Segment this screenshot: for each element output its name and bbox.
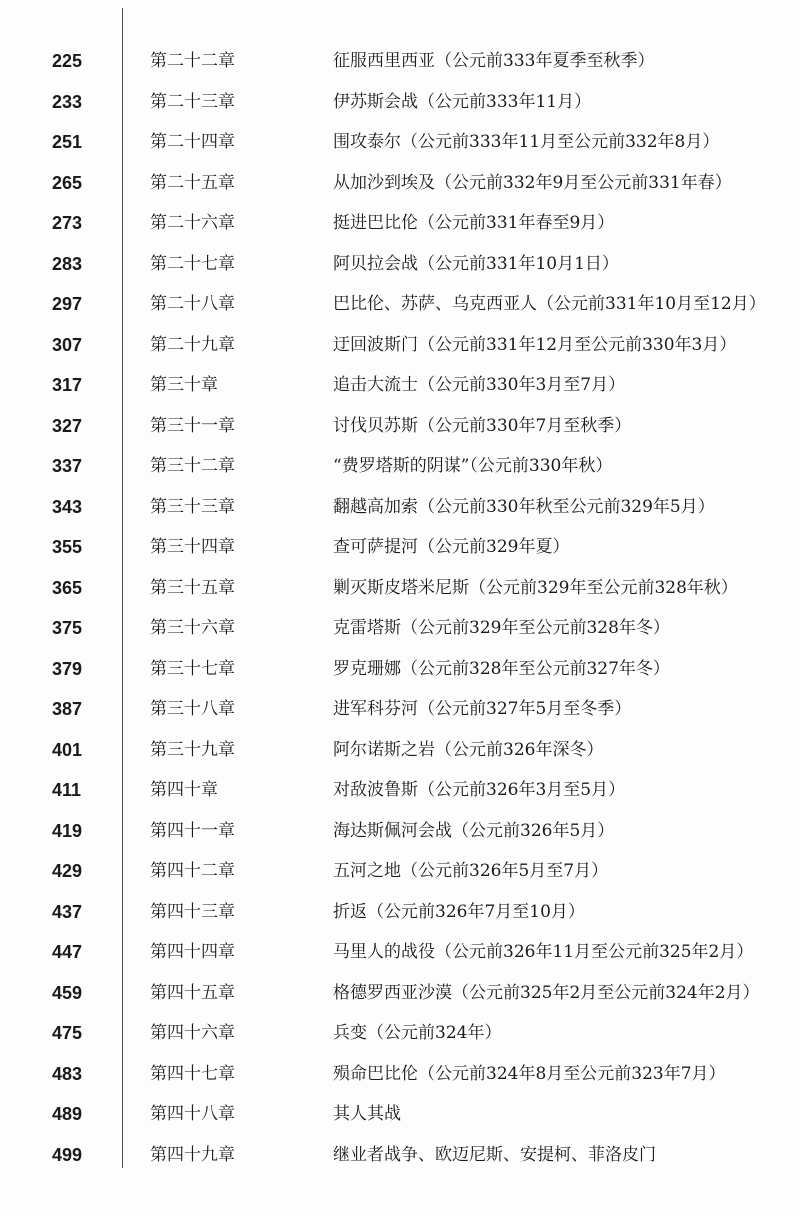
toc-entry xyxy=(0,365,800,406)
toc-chapter-title: 讨伐贝苏斯（公元前330年7月至秋季） xyxy=(333,415,632,436)
toc-chapter-label: 第四十章 xyxy=(150,780,218,800)
toc-chapter-label: 第三十八章 xyxy=(150,699,235,719)
toc-chapter-label: 第二十五章 xyxy=(150,172,235,193)
toc-page-number: 387 xyxy=(52,699,83,719)
toc-chapter-label: 第二十四章 xyxy=(150,132,235,152)
toc-page-number: 283 xyxy=(52,253,83,274)
toc-page-number: 273 xyxy=(52,213,83,233)
toc-entry xyxy=(0,82,800,123)
toc-page-number: 251 xyxy=(52,132,83,152)
toc-entry xyxy=(0,163,800,204)
toc-page-number: 475 xyxy=(52,1023,83,1043)
toc-entry xyxy=(0,1013,800,1054)
toc-chapter-title: 五河之地（公元前326年5月至7月） xyxy=(333,861,609,881)
toc-page-number: 459 xyxy=(52,982,83,1003)
toc-chapter-label: 第二十八章 xyxy=(150,294,235,314)
toc-page-number: 489 xyxy=(52,1104,83,1124)
toc-chapter-title: 海达斯佩河会战（公元前326年5月） xyxy=(333,820,615,841)
toc-chapter-label: 第三十五章 xyxy=(150,577,235,598)
toc-entry xyxy=(0,689,800,730)
toc-entry xyxy=(0,892,800,933)
toc-page-number: 355 xyxy=(52,537,83,557)
toc-page-number: 365 xyxy=(52,577,83,598)
toc-chapter-label: 第四十九章 xyxy=(150,1144,235,1165)
toc-entry xyxy=(0,487,800,528)
toc-page-number: 401 xyxy=(52,739,83,760)
toc-chapter-label: 第三十七章 xyxy=(150,658,235,679)
toc-chapter-title: 克雷塔斯（公元前329年至公元前328年冬） xyxy=(333,618,670,638)
toc-page-number: 411 xyxy=(52,780,82,800)
toc-page-number: 233 xyxy=(52,91,83,112)
toc-entry xyxy=(0,568,800,609)
toc-chapter-title: 殒命巴比伦（公元前324年8月至公元前323年7月） xyxy=(333,1063,726,1084)
toc-chapter-label: 第二十二章 xyxy=(150,51,235,71)
toc-entry xyxy=(0,851,800,892)
toc-chapter-title: 对敌波鲁斯（公元前326年3月至5月） xyxy=(333,780,626,800)
toc-chapter-label: 第三十六章 xyxy=(150,618,235,638)
toc-entry xyxy=(0,811,800,852)
toc-chapter-label: 第三十九章 xyxy=(150,739,235,760)
toc-chapter-label: 第三十章 xyxy=(150,375,218,395)
toc-chapter-title: 迂回波斯门（公元前331年12月至公元前330年3月） xyxy=(333,334,737,355)
toc-page-number: 317 xyxy=(52,375,83,395)
toc-chapter-label: 第二十三章 xyxy=(150,91,235,112)
toc-chapter-title: 追击大流士（公元前330年3月至7月） xyxy=(333,375,626,395)
toc-entry xyxy=(0,1135,800,1176)
toc-page-number: 499 xyxy=(52,1144,83,1165)
toc-chapter-title: 巴比伦、苏萨、乌克西亚人（公元前331年10月至12月） xyxy=(333,294,766,314)
toc-chapter-title: 阿贝拉会战（公元前331年10月1日） xyxy=(333,253,619,274)
toc-entry xyxy=(0,730,800,771)
toc-entry xyxy=(0,1094,800,1135)
toc-chapter-title: 兵变（公元前324年） xyxy=(333,1023,502,1043)
toc-page-number: 447 xyxy=(52,942,83,962)
toc-chapter-label: 第二十六章 xyxy=(150,213,235,233)
toc-chapter-title: 从加沙到埃及（公元前332年9月至公元前331年春） xyxy=(333,172,732,193)
toc-entry xyxy=(0,244,800,285)
toc-page-number: 265 xyxy=(52,172,83,193)
toc-chapter-title: 格德罗西亚沙漠（公元前325年2月至公元前324年2月） xyxy=(333,982,760,1003)
toc-page-number: 297 xyxy=(52,294,83,314)
toc-page-number: 379 xyxy=(52,658,83,679)
toc-page-number: 375 xyxy=(52,618,83,638)
table-of-contents xyxy=(0,41,800,1175)
toc-entry xyxy=(0,649,800,690)
toc-chapter-title: 其人其战 xyxy=(333,1104,401,1124)
toc-chapter-label: 第四十三章 xyxy=(150,901,235,922)
toc-entry xyxy=(0,41,800,82)
toc-entry xyxy=(0,608,800,649)
toc-chapter-title: 马里人的战役（公元前326年11月至公元前325年2月） xyxy=(333,942,754,962)
toc-chapter-label: 第三十一章 xyxy=(150,415,235,436)
toc-chapter-title: “费罗塔斯的阴谋”（公元前330年秋） xyxy=(333,456,613,476)
toc-page-number: 327 xyxy=(52,415,83,436)
toc-entry xyxy=(0,203,800,244)
toc-chapter-label: 第四十一章 xyxy=(150,820,235,841)
toc-entry xyxy=(0,770,800,811)
toc-page-number: 225 xyxy=(52,51,83,71)
toc-entry xyxy=(0,446,800,487)
toc-chapter-title: 折返（公元前326年7月至10月） xyxy=(333,901,585,922)
toc-chapter-title: 罗克珊娜（公元前328年至公元前327年冬） xyxy=(333,658,670,679)
toc-chapter-label: 第三十三章 xyxy=(150,496,235,517)
toc-chapter-label: 第四十四章 xyxy=(150,942,235,962)
toc-chapter-title: 翻越高加索（公元前330年秋至公元前329年5月） xyxy=(333,496,715,517)
toc-entry xyxy=(0,932,800,973)
toc-chapter-title: 阿尔诺斯之岩（公元前326年深冬） xyxy=(333,739,604,760)
toc-entry xyxy=(0,284,800,325)
toc-chapter-label: 第四十八章 xyxy=(150,1104,235,1124)
toc-page-number: 419 xyxy=(52,820,83,841)
toc-page-number: 343 xyxy=(52,496,83,517)
toc-entry xyxy=(0,973,800,1014)
toc-chapter-label: 第四十六章 xyxy=(150,1023,235,1043)
toc-entry xyxy=(0,122,800,163)
toc-chapter-label: 第二十七章 xyxy=(150,253,235,274)
toc-entry xyxy=(0,325,800,366)
toc-chapter-label: 第四十五章 xyxy=(150,982,235,1003)
toc-chapter-title: 进军科芬河（公元前327年5月至冬季） xyxy=(333,699,632,719)
toc-chapter-title: 征服西里西亚（公元前333年夏季至秋季） xyxy=(333,51,655,71)
toc-page-number: 483 xyxy=(52,1063,83,1084)
toc-entry xyxy=(0,1054,800,1095)
toc-chapter-title: 继业者战争、欧迈尼斯、安提柯、菲洛皮门 xyxy=(333,1144,656,1165)
toc-page-number: 307 xyxy=(52,334,83,355)
toc-chapter-title: 围攻泰尔（公元前333年11月至公元前332年8月） xyxy=(333,132,720,152)
toc-chapter-title: 查可萨提河（公元前329年夏） xyxy=(333,537,570,557)
toc-entry xyxy=(0,406,800,447)
toc-chapter-label: 第三十四章 xyxy=(150,537,235,557)
toc-page-number: 337 xyxy=(52,456,83,476)
toc-page-number: 437 xyxy=(52,901,83,922)
toc-chapter-title: 挺进巴比伦（公元前331年春至9月） xyxy=(333,213,615,233)
toc-chapter-label: 第四十七章 xyxy=(150,1063,235,1084)
toc-page-number: 429 xyxy=(52,861,83,881)
toc-chapter-label: 第二十九章 xyxy=(150,334,235,355)
toc-entry xyxy=(0,527,800,568)
toc-chapter-title: 剿灭斯皮塔米尼斯（公元前329年至公元前328年秋） xyxy=(333,577,738,598)
toc-chapter-title: 伊苏斯会战（公元前333年11月） xyxy=(333,91,592,112)
toc-chapter-label: 第三十二章 xyxy=(150,456,235,476)
toc-chapter-label: 第四十二章 xyxy=(150,861,235,881)
